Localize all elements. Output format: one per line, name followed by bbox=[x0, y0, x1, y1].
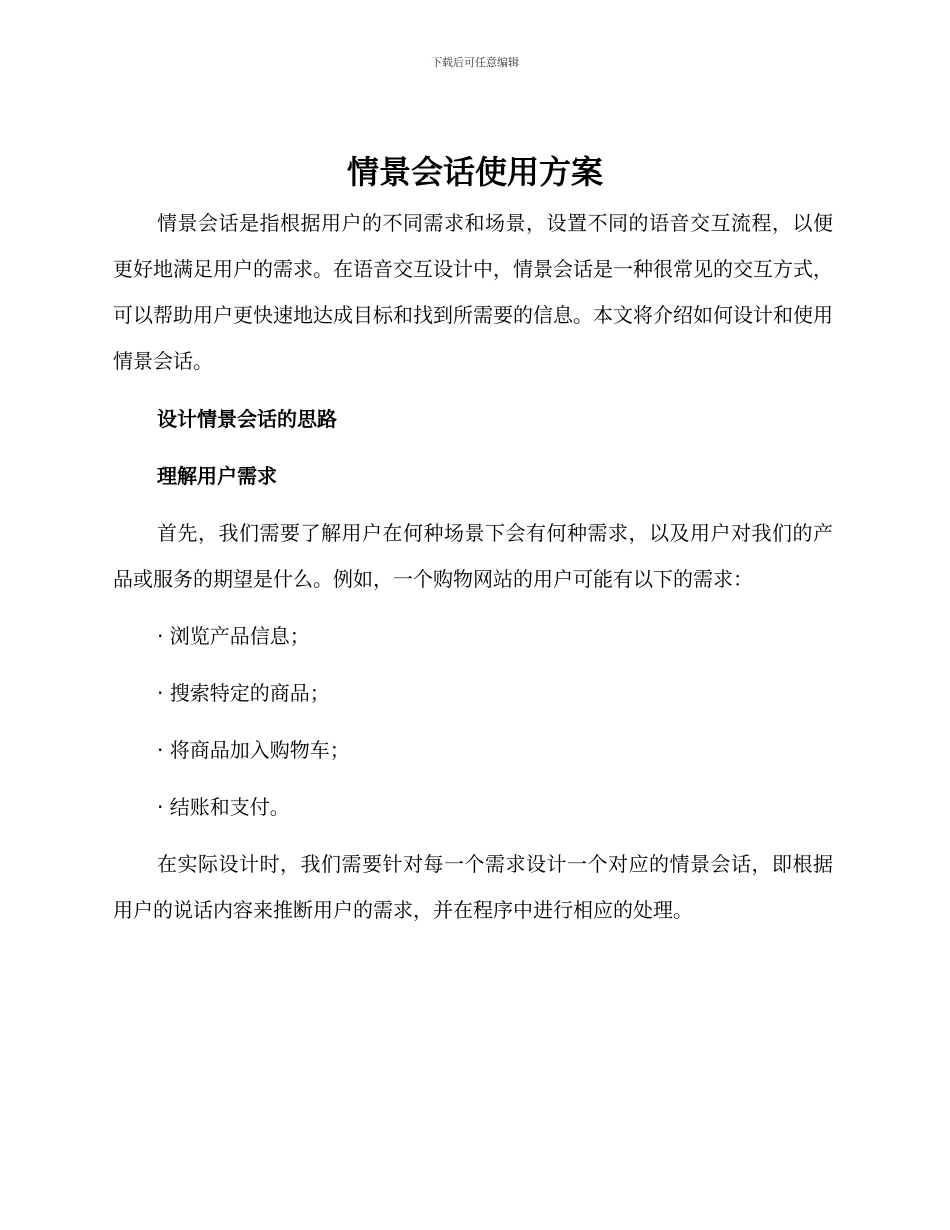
needs-list bbox=[113, 613, 833, 830]
section-heading: 设计情景会话的思路 bbox=[157, 407, 337, 431]
closing-paragraph: 在实际设计时，我们需要针对每一个需求设计一个对应的情景会话，即根据用户的说话内容来推断用户的需求，并在程序中进行相应的处理。 bbox=[113, 852, 833, 922]
header-note: 下载后可任意编辑 bbox=[431, 56, 519, 69]
list-item: · 将商品加入购物车； bbox=[157, 738, 350, 762]
intro-paragraph: 情景会话是指根据用户的不同需求和场景，设置不同的语音交互流程，以便更好地满足用户的需求。在语音交互设计中，情景会话是一种很常见的交互方式，可以帮助用户更快速地达成目标和找到所需要的信息。本文将介绍如何设计和使用情景会话。 bbox=[113, 211, 833, 373]
document-title: 情景会话使用方案 bbox=[346, 153, 603, 191]
document-body bbox=[113, 200, 833, 933]
subsection-heading: 理解用户需求 bbox=[157, 464, 277, 488]
list-item: · 浏览产品信息； bbox=[157, 624, 310, 648]
list-item: · 结账和支付。 bbox=[157, 795, 290, 819]
list-item: · 搜索特定的商品； bbox=[157, 681, 330, 705]
needs-paragraph: 首先，我们需要了解用户在何种场景下会有何种需求，以及用户对我们的产品或服务的期望是什么。例如，一个购物网站的用户可能有以下的需求： bbox=[113, 521, 833, 591]
